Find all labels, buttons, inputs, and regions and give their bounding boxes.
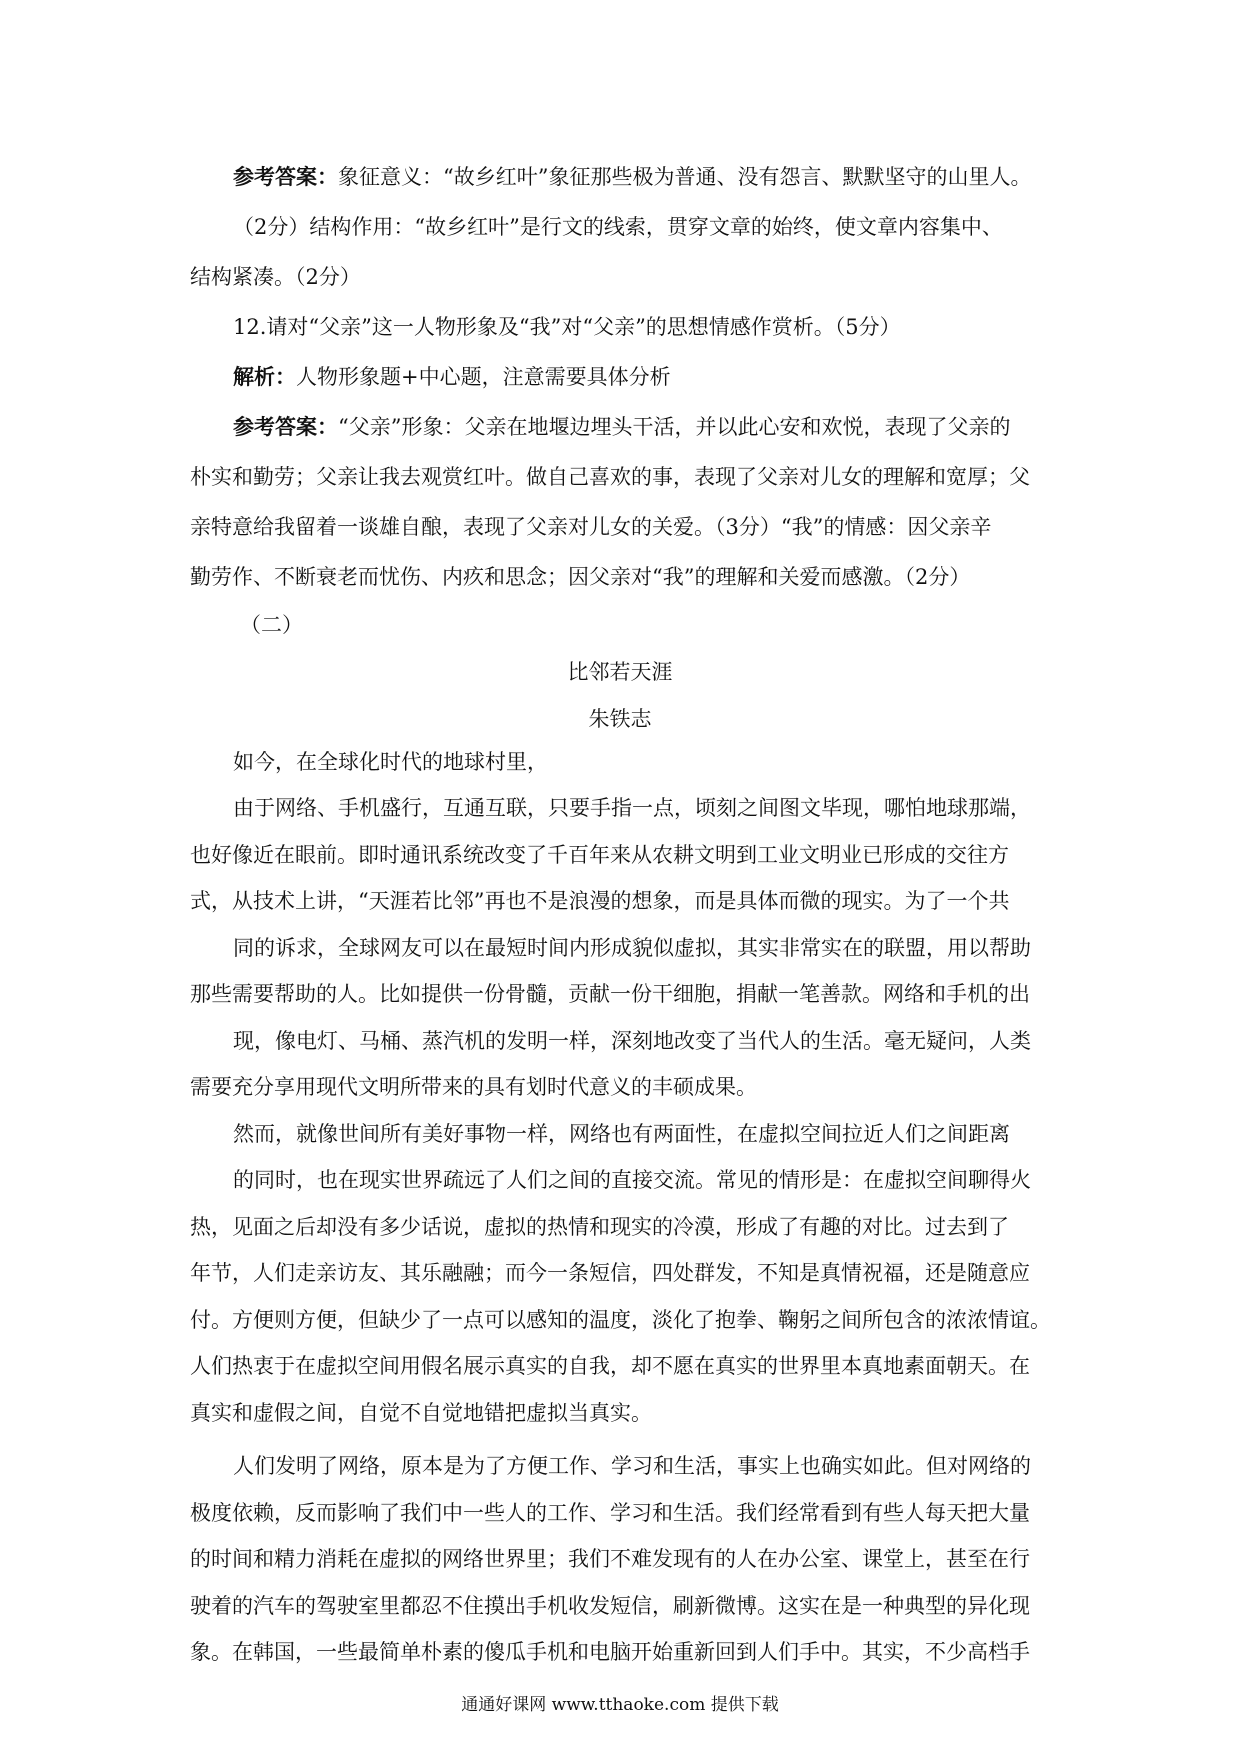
analysis-line [233, 361, 671, 391]
article-line: 年节，人们走亲访友、其乐融融；而今一条短信，四处群发，不知是真情祝福，还是随意应 [190, 1261, 1030, 1285]
answer-line: 亲特意给我留着一谈雄自酿，表现了父亲对儿女的关爱。（3分）“我”的情感：因父亲辛 [190, 515, 992, 539]
article-line: 人们热衷于在虚拟空间用假名展示真实的自我，却不愿在真实的世界里本真地素面朝天。在 [190, 1354, 1030, 1378]
answer-line: 结构紧凑。（2分） [190, 265, 361, 289]
answer-label: 参考答案： [233, 414, 338, 439]
analysis-label: 解析： [233, 364, 296, 389]
answer-line: 朴实和勤劳；父亲让我去观赏红叶。做自己喜欢的事，表现了父亲对儿女的理解和宽厚；父 [190, 465, 1030, 489]
section-marker: （二） [240, 613, 303, 637]
analysis-text: 人物形象题+中心题，注意需要具体分析 [296, 365, 671, 389]
article-line: 驶着的汽车的驾驶室里都忍不住摸出手机收发短信，刷新微博。这实在是一种典型的异化现 [190, 1594, 1030, 1618]
article-line: 付。方便则方便，但缺少了一点可以感知的温度，淡化了抱拳、鞠躬之间所包含的浓浓情谊。 [190, 1308, 1051, 1332]
answer-text: 象征意义：“故乡红叶”象征那些极为普通、没有怨言、默默坚守的山里人。 [338, 165, 1032, 189]
article-line: 的同时，也在现实世界疏远了人们之间的直接交流。常见的情形是：在虚拟空间聊得火 [233, 1168, 1031, 1192]
article-author: 朱铁志 [588, 707, 652, 731]
article-line: 的时间和精力消耗在虚拟的网络世界里；我们不难发现有的人在办公室、课堂上，甚至在行 [190, 1547, 1030, 1571]
article-line: 式，从技术上讲，“天涯若比邻”再也不是浪漫的想象，而是具体而微的现实。为了一个共 [190, 889, 1010, 913]
answer-line [233, 411, 1010, 441]
article-line: 同的诉求，全球网友可以在最短时间内形成貌似虚拟，其实非常实在的联盟，用以帮助 [233, 936, 1031, 960]
answer-line: （2分）结构作用：“故乡红叶”是行文的线索，贯穿文章的始终，使文章内容集中、 [233, 215, 1003, 239]
answer-text: “父亲”形象：父亲在地堰边埋头干活，并以此心安和欢悦，表现了父亲的 [338, 415, 1011, 439]
article-line: 由于网络、手机盛行，互通互联，只要手指一点，顷刻之间图文毕现，哪怕地球那端， [233, 796, 1031, 820]
article-line: 然而，就像世间所有美好事物一样，网络也有两面性，在虚拟空间拉近人们之间距离 [233, 1122, 1010, 1146]
article-line: 那些需要帮助的人。比如提供一份骨髓，贡献一份干细胞，捐献一笔善款。网络和手机的出 [190, 982, 1030, 1006]
article-line: 也好像近在眼前。即时通讯系统改变了千百年来从农耕文明到工业文明业已形成的交往方 [190, 843, 1009, 867]
answer-line [233, 161, 1031, 191]
article-line: 象。在韩国，一些最简单朴素的傻瓜手机和电脑开始重新回到人们手中。其实，不少高档手 [190, 1640, 1030, 1664]
answer-line: 勤劳作、不断衰老而忧伤、内疚和思念；因父亲对“我”的理解和关爱而感激。（2分） [190, 565, 971, 589]
article-line: 极度依赖，反而影响了我们中一些人的工作、学习和生活。我们经常看到有些人每天把大量 [190, 1501, 1030, 1525]
article-title: 比邻若天涯 [567, 660, 673, 684]
article-line: 如今，在全球化时代的地球村里， [233, 750, 548, 774]
answer-label: 参考答案： [233, 164, 338, 189]
article-line: 现，像电灯、马桶、蒸汽机的发明一样，深刻地改变了当代人的生活。毫无疑问，人类 [233, 1029, 1031, 1053]
article-line: 人们发明了网络，原本是为了方便工作、学习和生活，事实上也确实如此。但对网络的 [233, 1454, 1031, 1478]
article-line: 热，见面之后却没有多少话说，虚拟的热情和现实的冷漠，形成了有趣的对比。过去到了 [190, 1215, 1009, 1239]
article-line: 真实和虚假之间，自觉不自觉地错把虚拟当真实。 [190, 1401, 652, 1425]
page-footer: 通通好课网 www.tthaoke.com 提供下载 [461, 1695, 779, 1715]
article-line: 需要充分享用现代文明所带来的具有划时代意义的丰硕成果。 [190, 1075, 757, 1099]
question-12: 12.请对“父亲”这一人物形象及“我”对“父亲”的思想情感作赏析。（5分） [233, 315, 901, 339]
